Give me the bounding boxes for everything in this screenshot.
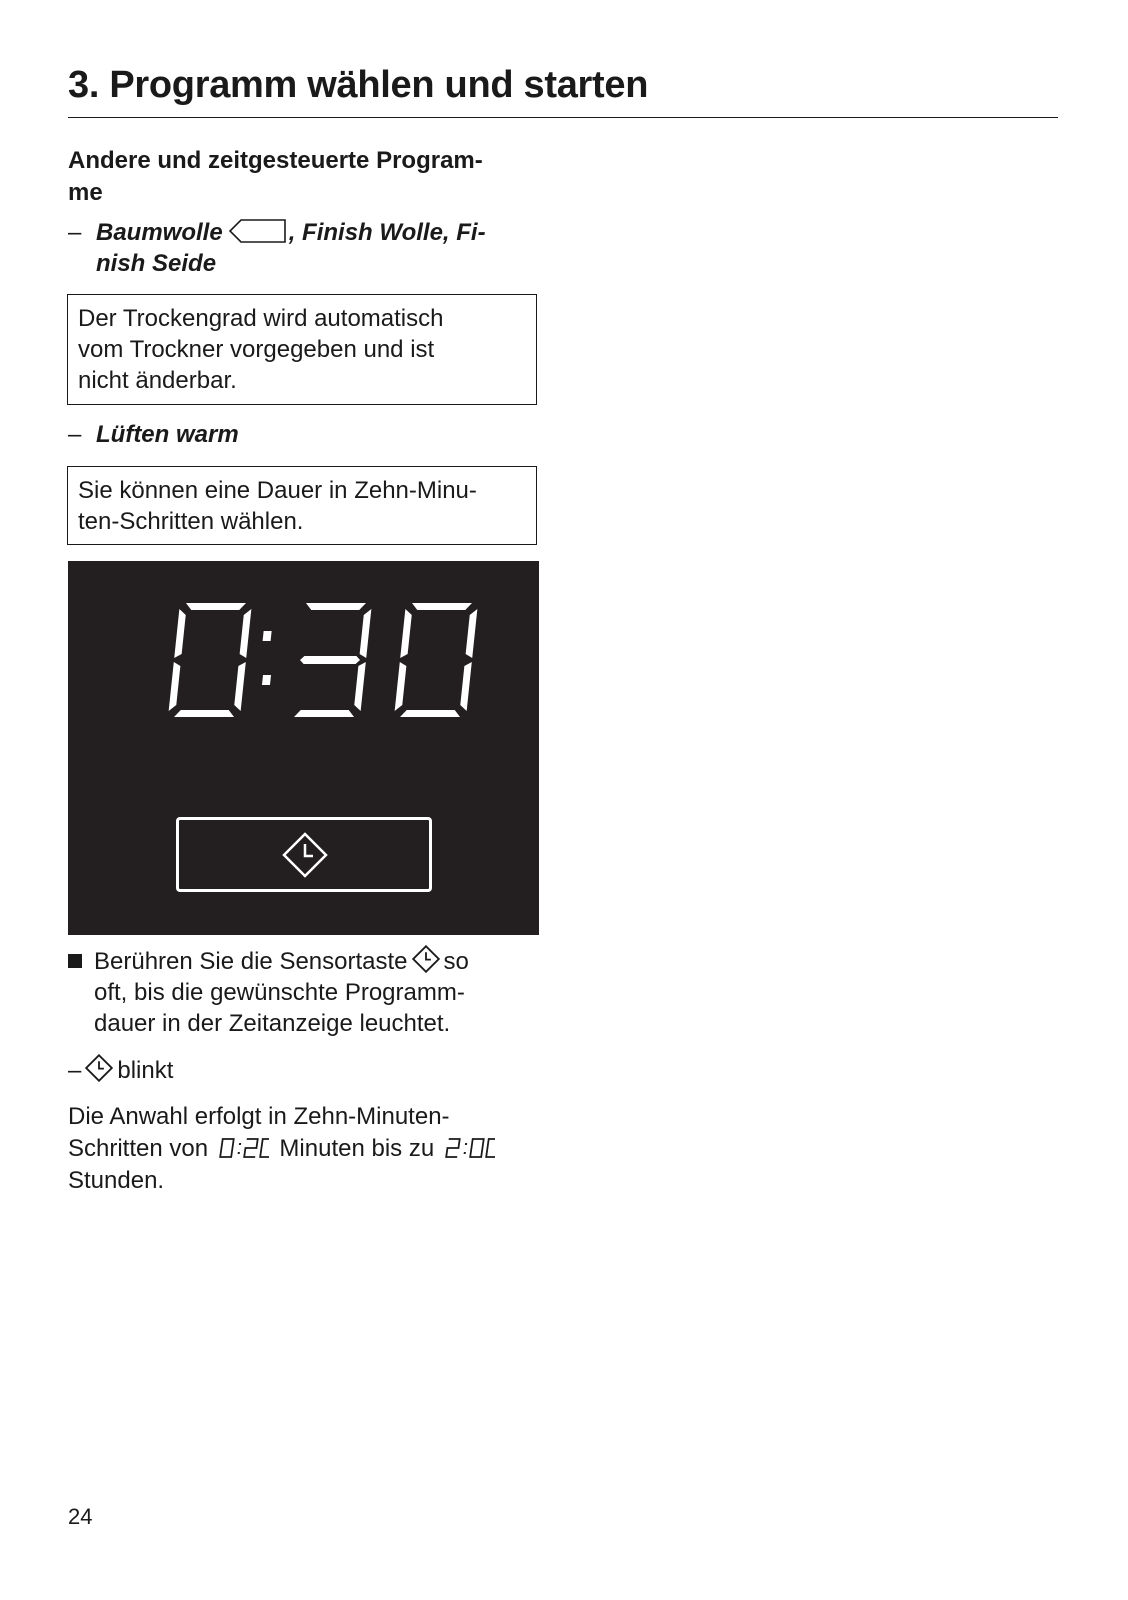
bullet-square bbox=[68, 954, 82, 968]
blink-label: blinkt bbox=[117, 1057, 174, 1084]
note-1-line-1: Der Trockengrad wird automatisch bbox=[78, 305, 444, 332]
note-1-line-2: vom Trockner vorgegeben und ist bbox=[78, 336, 435, 363]
note-2-line-2: ten-Schritten wählen. bbox=[78, 508, 304, 535]
cotton-dry-symbol-icon bbox=[229, 219, 287, 243]
title-rule bbox=[68, 117, 1058, 118]
program-line-2: nish Seide bbox=[96, 250, 217, 277]
dash-marker: – bbox=[68, 1057, 82, 1084]
program-list-item bbox=[68, 217, 558, 281]
time-display bbox=[68, 561, 539, 781]
dryer-display-panel bbox=[68, 561, 539, 935]
program-baumwolle: Baumwolle bbox=[96, 219, 223, 246]
seg-value-max bbox=[445, 1137, 495, 1159]
subheading-line-1: Andere und zeitgesteuerte Program- bbox=[68, 147, 483, 174]
dash-marker: – bbox=[68, 421, 82, 448]
info-text-middle: Minuten bis zu bbox=[279, 1135, 435, 1162]
clock-diamond-icon bbox=[85, 1054, 113, 1082]
instruction-text-1: Berühren Sie die Sensortaste bbox=[94, 948, 408, 975]
program-lueften-item bbox=[68, 419, 558, 451]
clock-diamond-icon bbox=[282, 832, 328, 878]
section-title: 3. Programm wählen und starten bbox=[68, 64, 649, 106]
note-1-line-3: nicht änderbar. bbox=[78, 367, 237, 394]
note-2-line-1: Sie können eine Dauer in Zehn-Minu- bbox=[78, 477, 477, 504]
instruction-line-2: oft, bis die gewünschte Programm- bbox=[94, 979, 465, 1006]
info-line-1: Die Anwahl erfolgt in Zehn-Minuten- bbox=[68, 1103, 450, 1130]
note-box-duration bbox=[67, 466, 537, 545]
timer-sensor-button[interactable] bbox=[176, 817, 432, 892]
instruction-line-3: dauer in der Zeitanzeige leuchtet. bbox=[94, 1010, 451, 1037]
note-box-dryness bbox=[67, 294, 537, 405]
seg-value-min bbox=[219, 1137, 269, 1159]
instruction-text-2: so bbox=[443, 948, 469, 975]
subheading bbox=[68, 145, 548, 209]
blink-note bbox=[68, 1054, 173, 1086]
selection-info bbox=[68, 1101, 548, 1197]
clock-diamond-icon bbox=[412, 945, 440, 973]
subheading-line-2: me bbox=[68, 179, 103, 206]
info-text-before: Schritten von bbox=[68, 1135, 209, 1162]
dash-marker: – bbox=[68, 219, 82, 246]
info-line-3: Stunden. bbox=[68, 1167, 165, 1194]
program-finish: , Finish Wolle, Fi- bbox=[288, 219, 486, 246]
program-lueften-label: Lüften warm bbox=[96, 421, 239, 448]
page-number: 24 bbox=[68, 1504, 93, 1529]
